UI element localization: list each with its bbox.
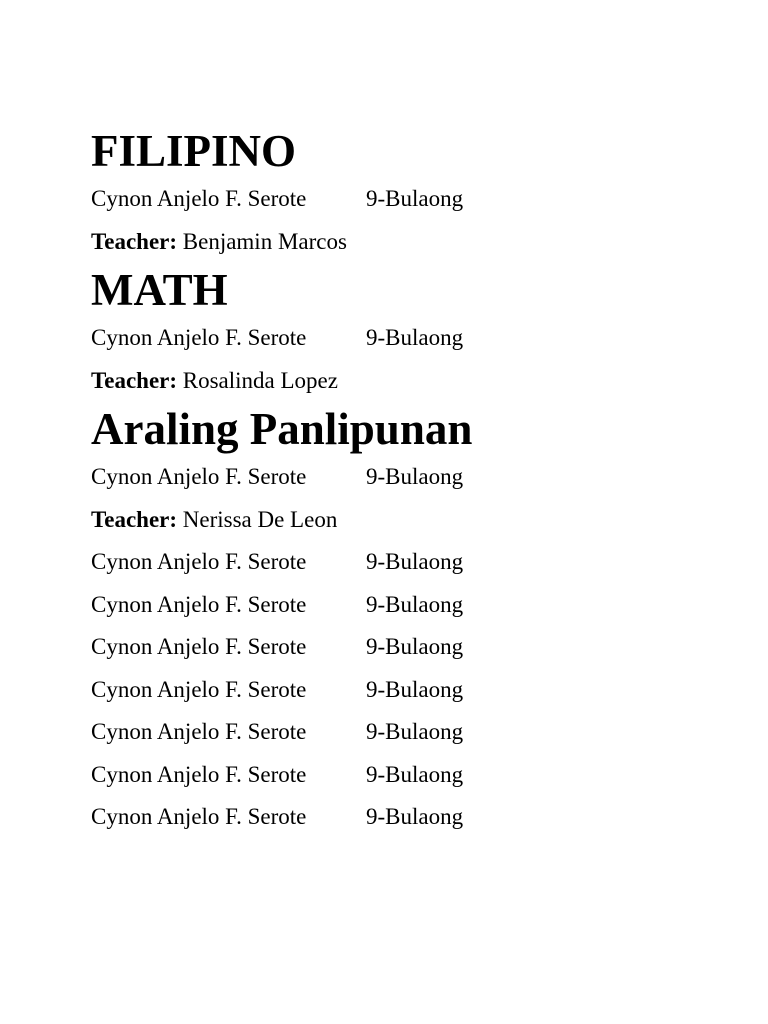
teacher-label: Teacher: [91, 228, 178, 254]
subject-heading-math: MATH [91, 265, 228, 315]
student-line [91, 754, 472, 797]
teacher-label: Teacher: [91, 506, 178, 532]
student-name: Cynon Anjelo F. Serote [91, 761, 307, 787]
student-name: Cynon Anjelo F. Serote [91, 676, 307, 702]
student-line [91, 541, 472, 584]
student-line [91, 178, 472, 221]
teacher-name: Benjamin Marcos [182, 228, 347, 254]
student-name: Cynon Anjelo F. Serote [91, 804, 307, 829]
teacher-label: Teacher: [91, 367, 178, 393]
student-class: 9-Bulaong [366, 719, 464, 744]
student-line [91, 456, 472, 499]
student-name: Cynon Anjelo F. Serote [91, 591, 307, 617]
student-line [91, 626, 472, 669]
student-class: 9-Bulaong [366, 761, 464, 787]
teacher-line [91, 499, 472, 542]
teacher-line [91, 360, 472, 403]
student-name: Cynon Anjelo F. Serote [91, 719, 307, 744]
student-line [91, 317, 472, 360]
subject-heading-filipino: FILIPINO [91, 126, 297, 176]
student-class: 9-Bulaong [366, 186, 464, 211]
teacher-name: Rosalinda Lopez [182, 367, 338, 393]
student-name: Cynon Anjelo F. Serote [91, 634, 307, 659]
student-class: 9-Bulaong [366, 591, 464, 617]
student-line [91, 669, 472, 712]
student-class: 9-Bulaong [366, 325, 464, 350]
student-line [91, 711, 472, 754]
student-class: 9-Bulaong [366, 676, 464, 702]
student-line [91, 584, 472, 627]
student-class: 9-Bulaong [366, 634, 464, 659]
student-class: 9-Bulaong [366, 464, 464, 489]
student-name: Cynon Anjelo F. Serote [91, 186, 307, 211]
teacher-line [91, 221, 472, 264]
student-name: Cynon Anjelo F. Serote [91, 464, 307, 489]
document-body [91, 124, 472, 839]
student-line [91, 796, 472, 839]
student-name: Cynon Anjelo F. Serote [91, 325, 307, 350]
subject-heading-araling-panlipunan: Araling Panlipunan [91, 404, 473, 454]
student-name: Cynon Anjelo F. Serote [91, 549, 307, 574]
teacher-name: Nerissa De Leon [182, 506, 338, 532]
student-class: 9-Bulaong [366, 804, 464, 829]
student-class: 9-Bulaong [366, 549, 464, 574]
